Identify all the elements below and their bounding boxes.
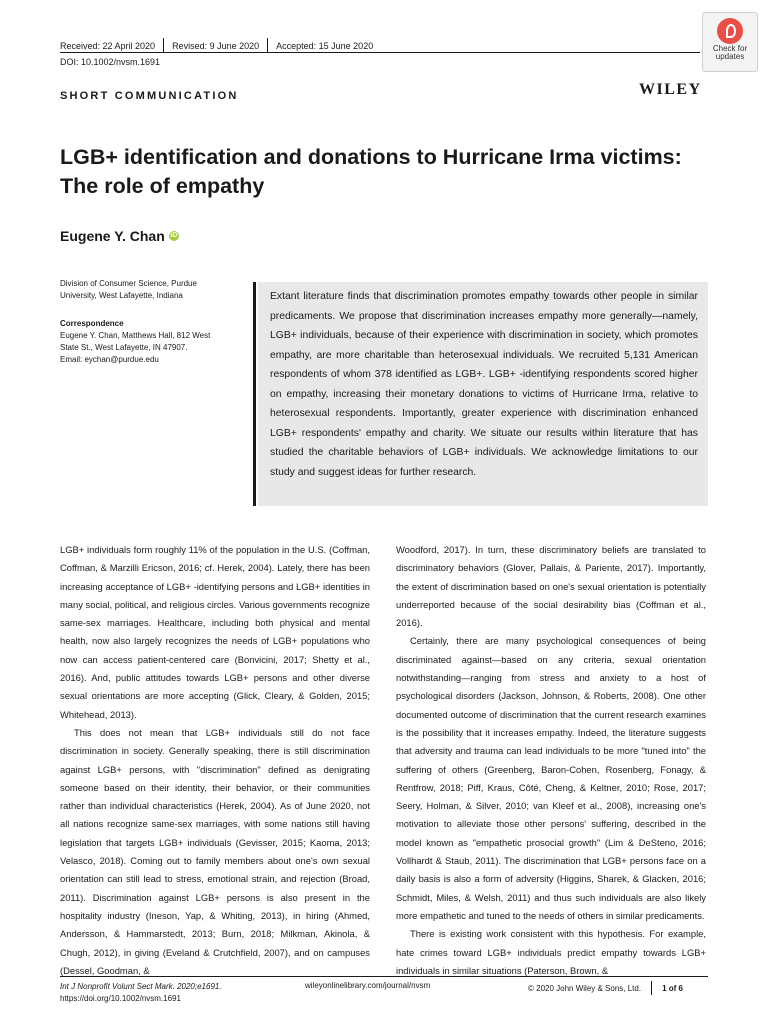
header-rule [60, 52, 700, 53]
article-title [60, 143, 720, 201]
page-number: 1 of 6 [662, 983, 683, 993]
abstract-bar [253, 282, 256, 506]
author [60, 228, 179, 244]
paragraph: LGB+ individuals form roughly 11% of the population in the U.S. (Coffman, Coffman, & Marzilli Ericson, 2016; cf. Herek, 2004). Lately, there has been increasing acceptance of LGB+ -identifying persons and LGB+ identities in many social, political, and religious circles. Various governments recognize same-sex marriages. Healthcare, including both physical and mental health, now also largely recognizes the needs of LGB+ populations who now can access patient-centered care (Bonvicini, 2017; Shetty et al., 2016). And, public attitudes towards LGB+ persons and other diverse sexual orientations are more accepting (Glick, Cleary, & Golden, 2015; Whitehead, 2013). [60, 544, 370, 720]
correspondence-email[interactable]: Email: eychan@purdue.edu [60, 355, 159, 364]
abstract-box [258, 282, 708, 506]
orcid-icon[interactable]: iD [170, 232, 178, 239]
paragraph: This does not mean that LGB+ individuals still do not face discrimination in society. Generally speaking, there is still discrimination against LGB+ persons, with "discrimination" defined as denigrating someone based on their identity, their behavior, or their communities rather than individual characteristics (Herek, 2004). As of June 2020, not all nations recognize same-sex marriages, with some nations still having legislation that targets LGB+ individuals (Gevisser, 2015; Kaoma, 2013; Velasco, 2018). Coming out to family members about one's own sexual orientation can still lead to stress, emotional strain, and rejection (Broad, 2011). Discrimination against LGB+ persons is also present in the hospitality industry (Ineson, Yap, & Whiting, 2013), in hiring (Ahmed, Andersson, & Hammarstedt, 2013; Burn, 2018; Milkman, Akinola, & Chugh, 2012), in giving (Eveland & Crutchfield, 2007), and on campuses (Dessel, Goodman, & [60, 726, 370, 976]
footer-rule [60, 976, 708, 977]
journal-citation: Int J Nonprofit Volunt Sect Mark. 2020;e1691. [60, 982, 222, 991]
affiliation-line-1: Division of Consumer Science, Purdue [60, 279, 197, 288]
title-line-1: LGB+ identification and donations to Hurricane Irma victims: [60, 145, 682, 169]
check-updates-label-1: Check for [712, 44, 748, 53]
journal-site-link[interactable]: wileyonlinelibrary.com/journal/nvsm [305, 981, 431, 990]
publisher-logo: WILEY [639, 81, 702, 98]
article-dates [60, 38, 373, 53]
correspondence-line-2: State St., West Lafayette, IN 47907. [60, 343, 188, 352]
copyright: © 2020 John Wiley & Sons, Ltd. [528, 983, 642, 993]
paragraph: Woodford, 2017). In turn, these discriminatory beliefs are translated to discriminatory behaviors (Glover, Pallais, & Pariente, 2017). Importantly, the extent of discrimination based on one's sexual orientation is potentially underreported because of the social desirability bias (Coffman et al., 2016). [396, 544, 706, 629]
received-date: Received: 22 April 2020 [60, 40, 156, 51]
title-line-2: The role of empathy [60, 174, 265, 198]
revised-date: Revised: 9 June 2020 [172, 40, 260, 51]
footer-right [528, 981, 683, 995]
footer-citation [60, 981, 222, 1005]
divider [267, 38, 268, 53]
abstract-text: Extant literature finds that discrimination promotes empathy towards other people in similar predicaments. We propose that discrimination increases empathy more generally—namely, LGB+ individuals, because of their experience with discrimination in society, which promotes empathy, are more charitable than heterosexual individuals. We recruited 5,131 American respondents of whom 378 identified as LGB+. LGB+ -identifying respondents scored higher on empathy, increasing their monetary donations to victims of Hurricane Irma, relative to heterosexual respondents. Importantly, greater experience with discrimination enhanced LGB+ respondents' empathy and charity. We situate our results within literature that has studied the charitable behaviors of LGB+ individuals. We acknowledge limitations to our study and suggest ideas for further research. [270, 291, 698, 478]
correspondence [60, 318, 240, 366]
correspondence-label: Correspondence [60, 319, 124, 328]
correspondence-line-1: Eugene Y. Chan, Matthews Hall, 812 West [60, 331, 211, 340]
body-column-left [60, 541, 370, 980]
section-label: SHORT COMMUNICATION [60, 90, 239, 102]
check-updates-label-2: updates [715, 52, 745, 61]
affiliation [60, 278, 240, 302]
paragraph: There is existing work consistent with this hypothesis. For example, hate crimes toward LGB+ individuals predict empathy towards LGB+ individuals in similar situations (Paterson, Brown, & [396, 928, 706, 976]
divider [163, 38, 164, 53]
check-updates-icon [717, 18, 743, 44]
divider [651, 981, 652, 995]
article-url[interactable]: https://doi.org/10.1002/nvsm.1691 [60, 994, 181, 1003]
check-for-updates-button[interactable] [702, 12, 758, 72]
doi[interactable]: DOI: 10.1002/nvsm.1691 [60, 57, 161, 67]
paragraph: Certainly, there are many psychological consequences of being discriminated against—based on any criteria, sexual orientation notwithstanding—ranging from stress and anxiety to a host of psychological disorders (Jackson, Johnson, & Roberts, 2008). One other documented outcome of discrimination that the current research examines is the possibility that it increases empathy. Indeed, the literature suggests that adversity and trauma can lead individuals to be more "tuned into" the suffering of others (Greenberg, Baron-Cohen, Rosenberg, Fonagy, & Rentfrow, 2018; Piff, Kraus, Côté, Cheng, & Keltner, 2010; Rose, 2017; Seery, Holman, & Silver, 2010; van Kleef et al., 2008), increasing one's motivation to alleviate those other persons' suffering, described in the model known as "empathetic prosocial growth" (Lim & DeSteno, 2016; Vollhardt & Staub, 2011). The discrimination that LGB+ persons face on a daily basis is also a form of adversity (Higgins, Sharek, & Glacken, 2016; Schmidt, Miles, & Welsh, 2011) and thus such individuals are also likely more empathetic and tuned to the needs of others in similar predicaments. [396, 635, 706, 921]
accepted-date: Accepted: 15 June 2020 [276, 40, 374, 51]
author-name[interactable]: Eugene Y. Chan [60, 228, 165, 244]
body-column-right [396, 541, 706, 980]
affiliation-line-2: University, West Lafayette, Indiana [60, 291, 183, 300]
